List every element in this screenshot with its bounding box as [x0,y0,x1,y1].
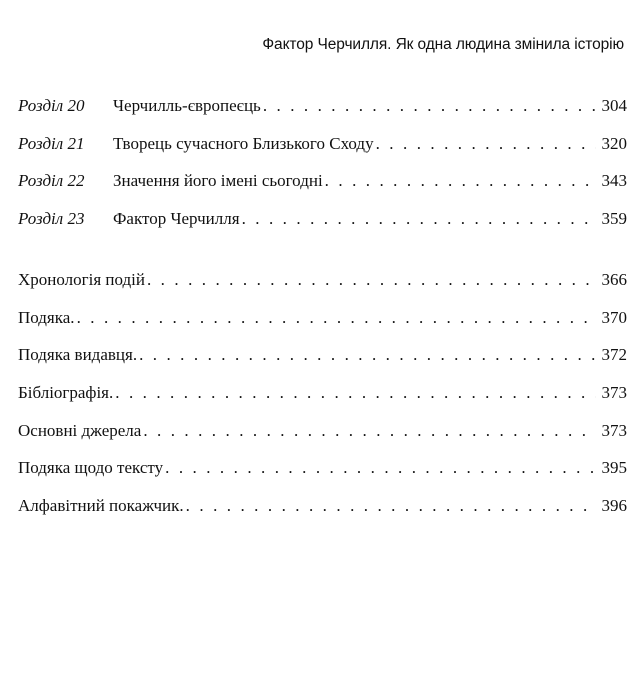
page-number: 359 [601,208,627,228]
page-number: 343 [601,171,627,190]
dot-leader [186,496,596,516]
entry-title: Бібліографія. [18,383,114,403]
page-number: 304 [601,96,627,115]
entry-title: Подяка видавця. [18,345,138,365]
toc-back-matter [18,270,627,534]
dot-leader [376,134,596,154]
entry-title: Основні джерела [18,420,142,440]
page-number: 372 [601,345,627,365]
dot-leader [77,308,596,328]
dot-leader [325,171,596,191]
dot-leader [263,96,596,116]
chapter-label: Розділ 20 [18,96,85,115]
entry-title: Подяка. [18,307,75,327]
dot-leader [165,458,595,478]
chapter-title: Черчилль-європеєць [113,96,261,115]
page-number: 370 [601,307,627,327]
running-head: Фактор Черчилля. Як одна людина змінила історію [262,36,624,53]
toc-entry-main-sources [18,421,627,459]
toc-entry-chapter-20 [18,96,627,134]
dot-leader [242,209,596,229]
toc-entry-chronology [18,270,627,308]
toc-entry-chapter-21 [18,134,627,172]
chapter-title: Фактор Черчилля [113,208,240,228]
toc-chapters [18,96,627,246]
page-number: 373 [601,420,627,440]
dot-leader [115,383,595,403]
chapter-label: Розділ 22 [18,171,85,190]
chapter-title: Значення його імені сьогодні [113,171,323,190]
entry-title: Алфавітний покажчик. [18,496,184,516]
chapter-label: Розділ 21 [18,133,85,153]
page-number: 396 [601,496,627,516]
chapter-title: Творець сучасного Близького Сходу [113,133,374,153]
dot-leader [147,270,596,290]
entry-title: Хронологія подій [18,270,145,289]
toc-entry-publisher-thanks [18,345,627,383]
page-number: 320 [601,133,627,153]
toc-entry-index [18,496,627,534]
entry-title: Подяка щодо тексту [18,458,164,478]
page-number: 395 [601,458,627,478]
toc-entry-text-credits [18,458,627,496]
toc-entry-acknowledgements [18,308,627,346]
toc-entry-chapter-23 [18,209,627,247]
dot-leader [143,421,595,441]
chapter-label: Розділ 23 [18,208,85,228]
toc-entry-chapter-22 [18,171,627,209]
dot-leader [139,345,595,365]
page-number: 373 [601,383,627,403]
page-number: 366 [601,270,627,289]
toc-entry-bibliography [18,383,627,421]
